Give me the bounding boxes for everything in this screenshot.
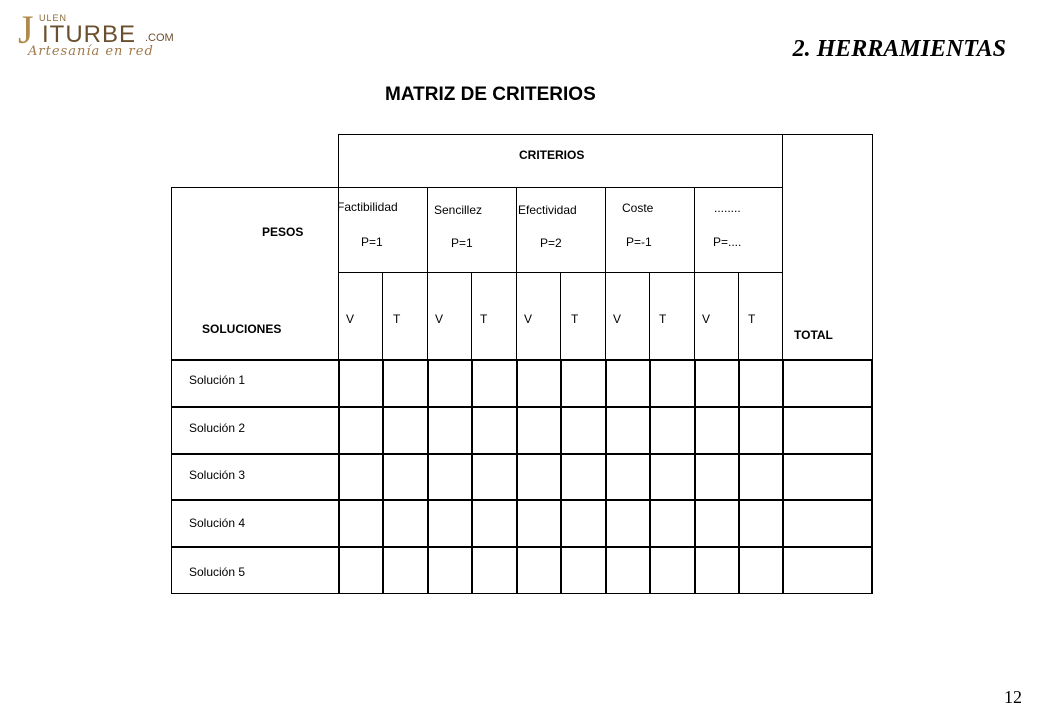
solution-label: Solución 2 [189,421,246,435]
solution-label: Solución 4 [189,516,246,530]
matrix-title: MATRIZ DE CRITERIOS [385,84,596,105]
criterion-weight: P=2 [540,236,562,250]
v-label: V [524,312,533,326]
criterion-name: Sencillez [434,203,483,217]
criterios-header: CRITERIOS [519,148,585,162]
total-label: TOTAL [794,328,833,342]
v-label: V [613,312,622,326]
criterion-name: Coste [622,201,654,215]
grid-rows [171,360,873,547]
criterion-weight: P=.... [713,235,742,249]
logo-tagline: Artesanía en red [28,44,154,59]
v-label: V [346,312,355,326]
criterion-weight: P=1 [451,236,473,250]
criterion-name: Efectividad [518,203,577,217]
t-label: T [571,312,579,326]
solution-label: Solución 1 [189,373,246,387]
logo-main-text: ITURBE [42,21,137,48]
pesos-label: PESOS [262,225,304,239]
criterion-name: ........ [714,201,741,215]
t-label: T [659,312,667,326]
t-label: T [748,312,756,326]
criterion-name: Factibilidad [337,200,398,214]
criterion-weight: P=1 [361,235,383,249]
solution-label: Solución 3 [189,468,246,482]
soluciones-label: SOLUCIONES [202,322,282,336]
v-label: V [702,312,711,326]
page-number: 12 [1004,687,1022,707]
solution-label: Solución 5 [189,565,246,579]
t-label: T [480,312,488,326]
grid-cols [339,360,872,594]
logo-initial: J [18,7,34,52]
t-label: T [393,312,401,326]
v-label: V [435,312,444,326]
logo-domain: .COM [145,32,174,44]
logo-small-text: ULEN [39,13,68,23]
criterion-weight: P=-1 [626,235,652,249]
section-title: 2. HERRAMIENTAS [792,36,1006,62]
grid-frame [171,360,873,594]
